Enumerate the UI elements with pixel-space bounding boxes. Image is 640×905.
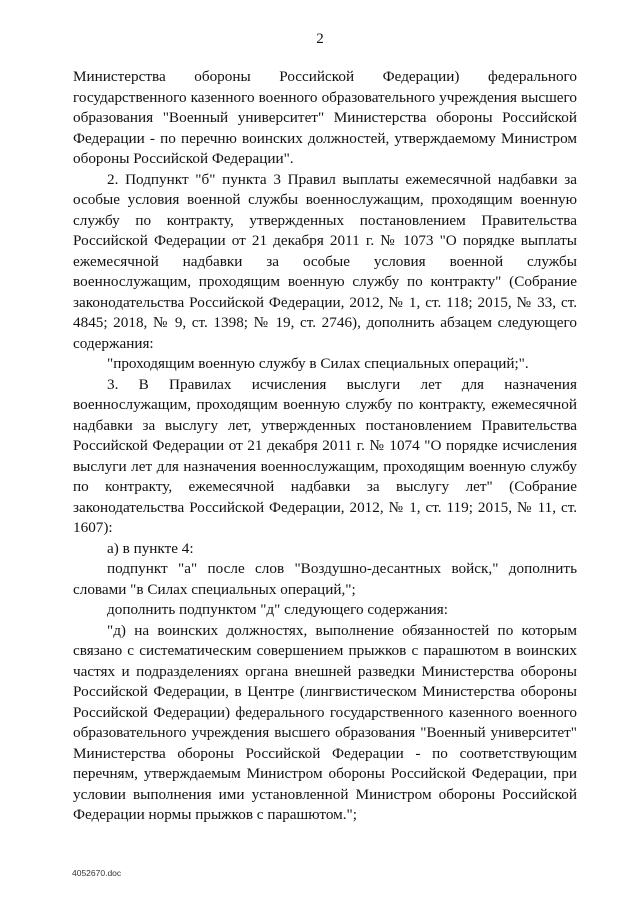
document-file-code: 4052670.doc	[72, 868, 122, 878]
paragraph-quote-added-text: "проходящим военную службу в Силах специальных операций;".	[107, 355, 529, 372]
paragraph-continuation: Министерства обороны Российской Федерации) федерального государственного казенного военного образовательного учреждения высшего образования "Военный университет" Министерства обороны Российской Федерации - по перечню воинских должностей, утверждаемому Министром обороны Российской Федерации".	[73, 68, 577, 167]
paragraph-subitem-a: а) в пункте 4:	[107, 539, 194, 557]
paragraph-subpoint-d-text: "д) на воинских должностях, выполнение обязанностей по которым связано с систематическим совершением прыжков с парашютом в воинских частях и подразделениях органа внешней разведки Министерства обороны Российской Федерации, в Центре (лингвистическом Министерства обороны Российской Федерации) федерального государственного казенного военного образовательного учреждения высшего образования "Военный университет" Министерства обороны Российской Федерации - по соответствующим перечням, утверждаемым Министром обороны Российской Федерации, при условии выполнения ими установленной Министром обороны Российской Федерации нормы прыжков с парашютом.";	[73, 621, 577, 823]
document-body	[73, 67, 577, 826]
page-number: 2	[316, 31, 324, 47]
paragraph-item-3: 3. В Правилах исчисления выслуги лет для назначения военнослужащим, проходящим военную службу по контракту, ежемесячной надбавки за выслугу лет, утвержденных постановлением Правительства Российской Федерации от 21 декабря 2011 г. № 1074 "О порядке исчисления выслуги лет для назначения военнослужащим, проходящим военную службу по контракту, ежемесячной надбавки за выслугу лет" (Собрание законодательства Российской Федерации, 2012, № 1, ст. 119; 2015, № 11, ст. 1607):	[73, 375, 577, 536]
paragraph-add-subpoint-d: дополнить подпунктом "д" следующего содержания:	[107, 601, 449, 618]
paragraph-item-2: 2. Подпункт "б" пункта 3 Правил выплаты ежемесячной надбавки за особые условия военной службы военнослужащим, проходящим военную службу по контракту, утвержденных постановлением Правительства Российской Федерации от 21 декабря 2011 г. № 1073 "О порядке выплаты ежемесячной надбавки за особые условия военной службы военнослужащим, проходящим военную службу по контракту" (Собрание законодательства Российской Федерации, 2012, № 1, ст. 118; 2015, № 33, ст. 4845; 2018, № 9, ст. 1398; № 19, ст. 2746), дополнить абзацем следующего содержания:	[73, 170, 577, 352]
paragraph-subpoint-a-amendment: подпункт "а" после слов "Воздушно-десантных войск," дополнить словами "в Силах специальных операций,";	[73, 560, 577, 598]
